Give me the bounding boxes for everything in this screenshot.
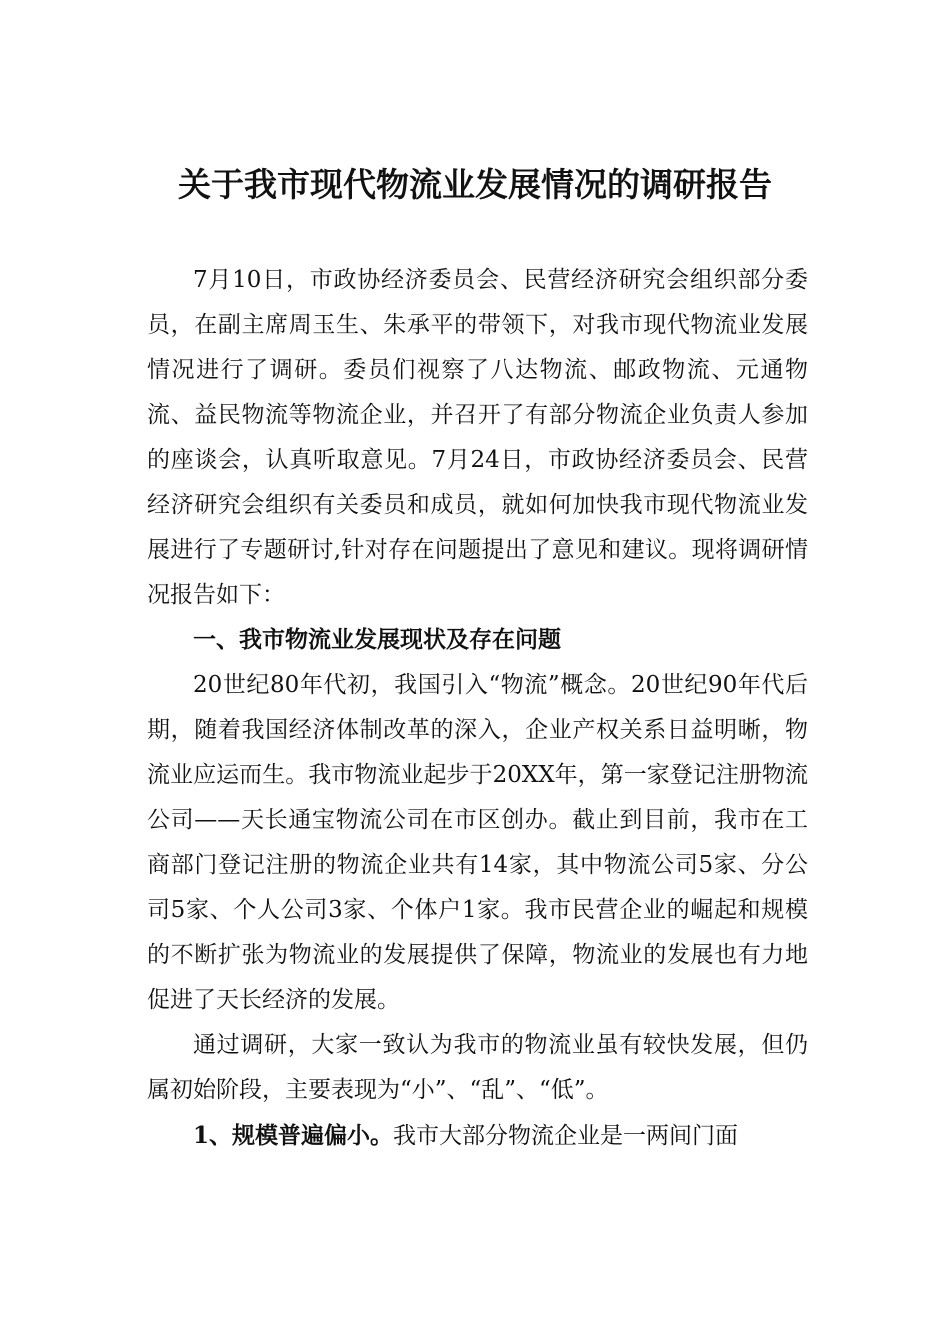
document-title: 关于我市现代物流业发展情况的调研报告 (178, 165, 772, 204)
section-1-heading: 一、我市物流业发展现状及存在问题 (193, 627, 561, 653)
point-1-text: 我市大部分物流企业是一两间门面 (393, 1123, 739, 1149)
point-1-lead: 1、规模普遍偏小。 (193, 1122, 394, 1149)
document-body (147, 258, 808, 1159)
intro-paragraph: 7月10日，市政协经济委员会、民营经济研究会组织部分委员，在副主席周玉生、朱承平的带领下，对我市现代物流业发展情况进行了调研。委员们视察了八达物流、邮政物流、元通物流、益民物流等物流企业，并召开了有部分物流企业负责人参加的座谈会，认真听取意见。7月24日，市政协经济委员会、民营经济研究会组织有关委员和成员，就如何加快我市现代物流业发展进行了专题研讨,针对存在问题提出了意见和建议。现将调研情况报告如下： (147, 267, 808, 608)
point-1-paragraph (147, 1113, 808, 1159)
section-1-paragraph-2: 通过调研，大家一致认为我市的物流业虽有较快发展，但仍属初始阶段，主要表现为“小”、“乱”、“低”。 (147, 1032, 808, 1103)
section-1-paragraph-1: 20世纪80年代初，我国引入“物流”概念。20世纪90年代后期，随着我国经济体制改革的深入，企业产权关系日益明晰，物流业应运而生。我市物流业起步于20XX年，第一家登记注册物流公司——天长通宝物流公司在市区创办。截止到目前，我市在工商部门登记注册的物流企业共有14家，其中物流公司5家、分公司5家、个人公司3家、个体户1家。我市民营企业的崛起和规模的不断扩张为物流业的发展提供了保障，物流业的发展也有力地促进了天长经济的发展。 (147, 672, 808, 1013)
